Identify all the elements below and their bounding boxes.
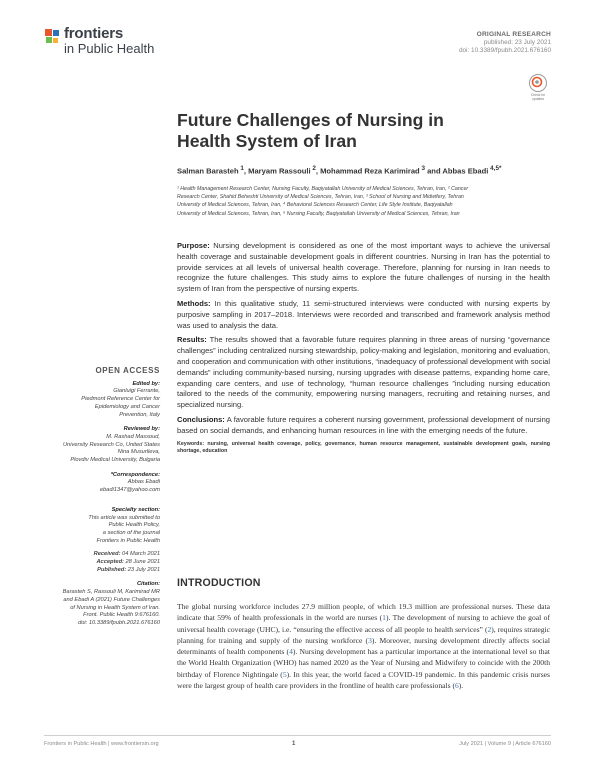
- published-value: 23 July 2021: [126, 566, 160, 573]
- citation-link[interactable]: 2: [487, 624, 492, 634]
- accepted-date: [44, 559, 160, 567]
- author-3-affil: 3: [419, 165, 425, 172]
- article-meta: [459, 31, 551, 56]
- specialty-line: This article was submitted to: [88, 514, 160, 521]
- received-label: Received:: [93, 551, 121, 558]
- specialty-line: Public Health Policy,: [108, 522, 160, 529]
- editor-line: Epidemiology and Cancer: [94, 403, 160, 410]
- author-1-affil: 1: [238, 165, 244, 172]
- citation-label: Citation:: [136, 581, 160, 588]
- citation-line: Barasteh S, Rassouli M, Karimirad MR: [62, 589, 160, 596]
- purpose-label: Purpose:: [177, 241, 210, 250]
- citation-line: and Ebadi A (2021) Future Challenges: [63, 596, 160, 603]
- intro-text: ), requires strategic planning for training and supply of the nursing workforce (: [177, 624, 550, 645]
- citation-line: Front. Public Health 9:676160.: [83, 612, 160, 619]
- specialty-line: a section of the journal: [102, 529, 160, 536]
- logo-subtitle: in Public Health: [64, 41, 155, 56]
- title-line-2: Health System of Iran: [177, 131, 357, 151]
- correspondence-name: Abbas Ebadi: [127, 479, 160, 486]
- author-4[interactable]: and Abbas Ebadi: [424, 166, 489, 176]
- correspondence-email[interactable]: ebadi1347@yahoo.com: [99, 487, 160, 494]
- affiliation-line: ¹ Health Management Research Center, Nursing Faculty, Baqiyatallah University of Medical Sciences, Tehran, Iran, ² Cancer: [177, 186, 469, 192]
- received-date: [44, 551, 160, 559]
- reviewer-line: University Research Co, United States: [62, 441, 160, 448]
- citation-doi[interactable]: doi: 10.3389/fpubh.2021.676160: [78, 619, 160, 626]
- keywords: Keywords: nursing, universal health coverage, policy, governance, human resource management, sustainable development goals, nursing shortage, education: [177, 440, 550, 454]
- intro-text: The global nursing workforce includes 27.9 million people, of which 19.3 million are professional nurses. These data indicate that 59% of health professionals in the world are nurses (: [177, 602, 550, 623]
- citation-link[interactable]: 3: [368, 635, 372, 645]
- published-date: published: 23 July 2021: [483, 39, 551, 47]
- open-access-label: OPEN ACCESS: [95, 366, 160, 375]
- citation-link[interactable]: 6: [454, 680, 459, 690]
- editor-line: Piedmont Reference Center for: [81, 396, 160, 403]
- badge-label: Check for updates: [530, 93, 546, 101]
- section-heading-introduction: INTRODUCTION: [177, 577, 261, 589]
- update-check-icon: [529, 74, 547, 92]
- methods-label: Methods:: [177, 298, 211, 308]
- received-value: 04 March 2021: [120, 551, 160, 558]
- check-for-updates-badge[interactable]: [527, 74, 549, 100]
- purpose-text: Nursing development is considered as one of the most important ways to achieve the universal health coverage and sustainable development goals in different countries. Nursing in Iran has the potential to provide services at all levels of universal health coverage. Therefore, planning for nursing in Iran needs to recognize the future challenges. This study aims to explore the future challenges of nursing in the health system of Iran from the perspective of nursing experts.: [177, 241, 550, 294]
- author-2-affil: 2: [310, 165, 316, 172]
- page-number: 1: [292, 741, 296, 747]
- intro-text: ). Nursing development has a particular importance at the international level so that the World Health Organization (WHO) has named 2020 as the Year of Nursing and Midwifery to coincide with the 200th birthday of Florence Nightingale (: [177, 647, 551, 679]
- accepted-label: Accepted:: [96, 559, 124, 566]
- specialty-section-label: Specialty section:: [111, 506, 160, 513]
- accepted-value: 28 June 2021: [123, 559, 160, 566]
- affiliation-line: University of Medical Sciences, Tehran, Iran, ⁵ Nursing Faculty, Baqiyatallah University of Medical Sciences, Tehran, Iran: [177, 210, 460, 217]
- results-text: The results showed that a favorable future requires planning in three areas of nursing “governance challenges” including centralized nursing stewardship, policy-making and legislation, monitoring and evaluation, and cooperation and communication with other institutions, “inadequacy of professional development with social demands” including community-based nursing, nursing upgrades with disease patterns, expanding home care, expanding care centers, and use of technology, “human resource challenges ”including nursing education tailored to the needs of the community, empowering nursing managers, recruiting and retaining nurses, and specialized nursing.: [177, 335, 550, 410]
- footer-issue: July 2021 | Volume 9 | Article 676160: [459, 741, 551, 747]
- affiliation-line: Research Center, Shahid Beheshti University of Medical Sciences, Tehran, Iran, ³ School of Nursing and Midwifery, Tehran: [177, 194, 464, 201]
- methods-text: In this qualitative study, 11 semi-structured interviews were conducted with nursing experts by purposive sampling in 2017–2018. Interviews were recorded and transcribed and framework analysis method was used to analysis the data.: [177, 298, 550, 330]
- frontiers-logo-icon: [44, 28, 62, 46]
- citation-line: of Nursing in Health System of Iran.: [70, 604, 160, 611]
- journal-logo: [44, 24, 204, 70]
- intro-text: ). The development of nursing to achieve the goal of universal health coverage (UHC), i.e. “ensuring the effective access of all people to health services” (: [177, 613, 551, 634]
- published-date-side: [44, 567, 160, 575]
- author-1[interactable]: Salman Barasteh: [177, 166, 239, 176]
- reviewer-line: M. Rashad Massoud,: [106, 433, 160, 440]
- abstract-purpose: [177, 241, 550, 295]
- edited-by-label: Edited by:: [132, 380, 160, 387]
- intro-text: ). In this year, the world faced a COVID-19 pandemic. In this pandemic crisis nurses were the largest group of health care providers in the frontline of health care professionals (: [177, 669, 550, 690]
- citation-link[interactable]: 1: [382, 613, 386, 623]
- author-3[interactable]: , Mohammad Reza Karimirad: [315, 166, 420, 176]
- specialty-line: Frontiers in Public Health: [96, 537, 160, 544]
- citation-link[interactable]: 4: [289, 647, 293, 656]
- correspondence-label: *Correspondence:: [110, 471, 160, 478]
- article-title: [177, 110, 547, 152]
- article-type: ORIGINAL RESEARCH: [476, 31, 551, 38]
- author-2[interactable]: , Maryam Rassouli: [243, 166, 311, 176]
- editor-line: Prevention, Italy: [119, 411, 160, 418]
- logo-wordmark: frontiers: [64, 25, 124, 42]
- reviewer-line: Plovdiv Medical University, Bulgaria: [70, 457, 160, 464]
- author-list: [177, 165, 557, 176]
- citation-link[interactable]: 5: [282, 669, 287, 679]
- abstract-results: [177, 335, 550, 411]
- dates: [44, 551, 160, 574]
- footer-divider: [44, 735, 551, 736]
- affiliation-line: University of Medical Sciences, Tehran, Iran, ⁴ Behavioral Sciences Research Center, Life Style Institute, Baqiyatallah: [177, 202, 453, 209]
- reviewed-by-label: Reviewed by:: [123, 426, 160, 433]
- affiliations: [177, 185, 552, 218]
- introduction-body: [177, 601, 550, 691]
- title-line-1: Future Challenges of Nursing in: [177, 110, 444, 130]
- intro-text: ).: [458, 680, 464, 690]
- article-sidebar: [44, 367, 160, 628]
- conclusions-label: Conclusions:: [177, 414, 225, 424]
- intro-text: ). Moreover, nursing development directly affects social determinants of health components (: [177, 635, 550, 656]
- conclusions-text: A favorable future requires a coherent nursing government, professional development of nursing based on social demands, and enhancing human resources in line with the emerging needs of the future.: [177, 414, 550, 435]
- published-label: Published:: [97, 566, 127, 573]
- abstract: [177, 241, 550, 455]
- reviewer-line: Nina Musurlieva,: [117, 449, 160, 456]
- doi[interactable]: doi: 10.3389/fpubh.2021.676160: [458, 47, 551, 55]
- footer-journal[interactable]: Frontiers in Public Health | www.frontiersin.org: [44, 741, 159, 747]
- abstract-conclusions: [177, 415, 550, 437]
- editor-line: Gianluigi Ferrante,: [113, 388, 160, 395]
- abstract-methods: [177, 299, 550, 331]
- author-4-affil: 4,5*: [488, 165, 502, 172]
- results-label: Results:: [177, 335, 207, 345]
